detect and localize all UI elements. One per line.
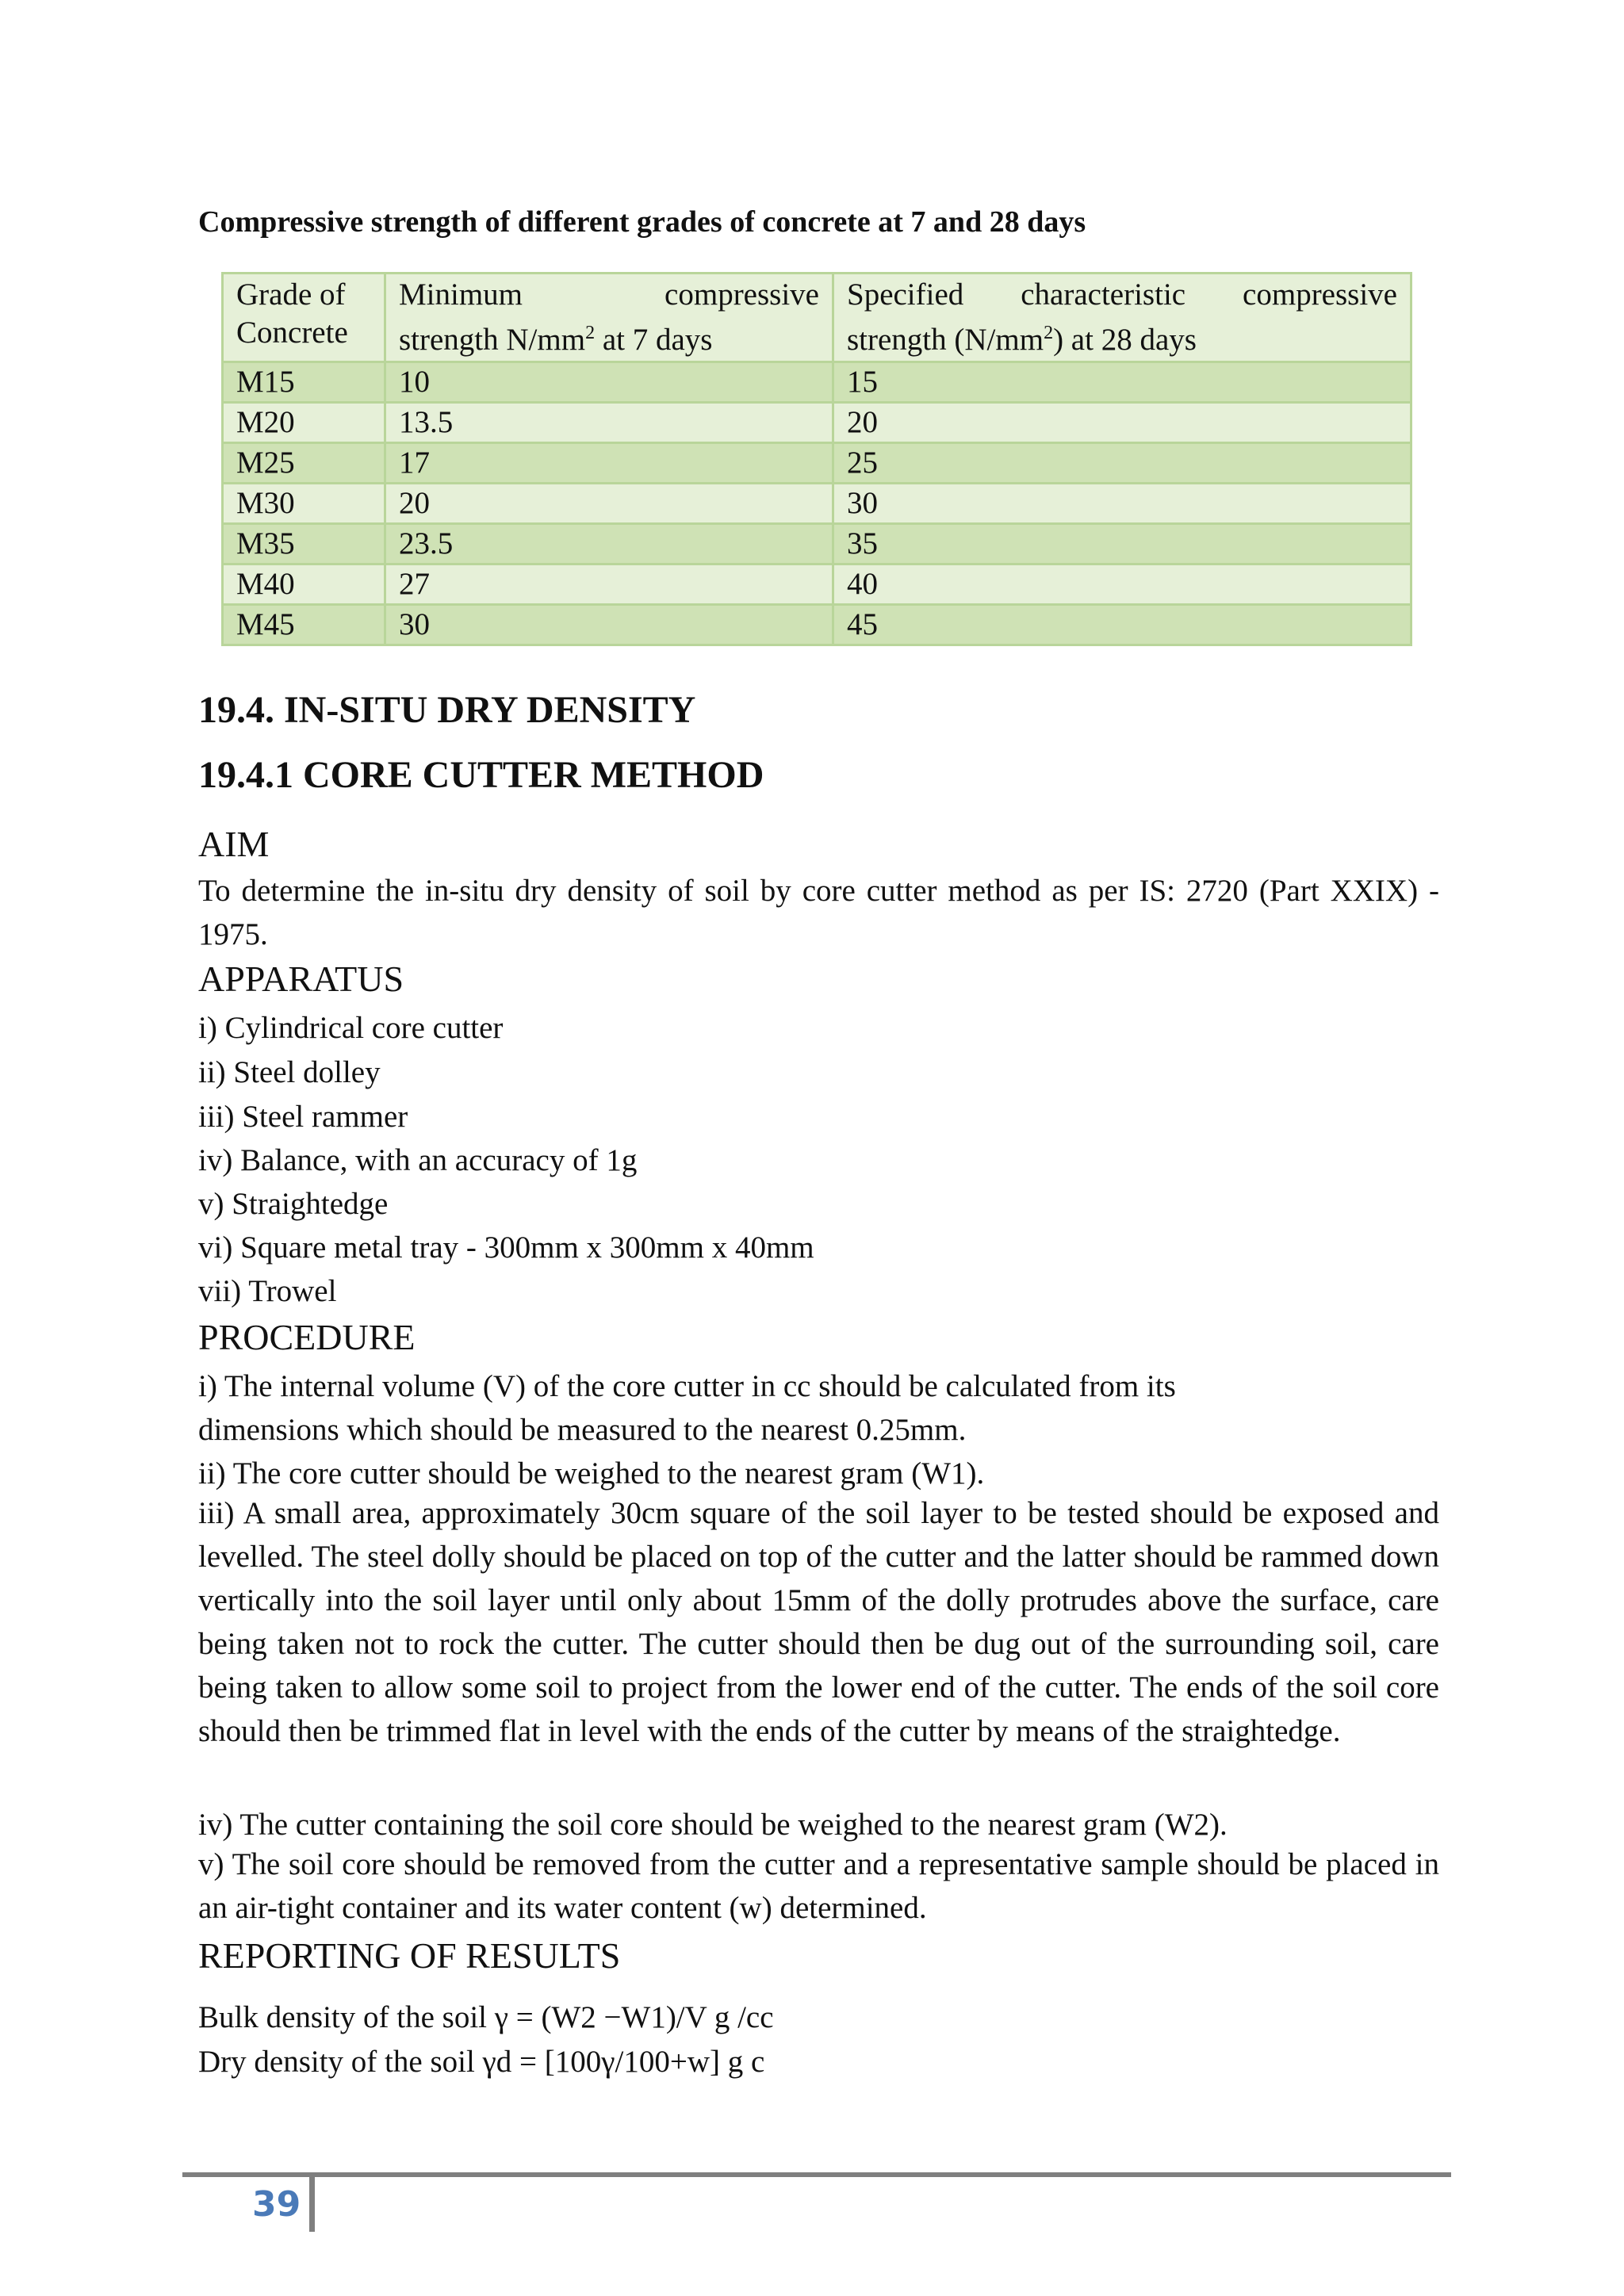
header-min-text-end: at 7 days <box>595 323 713 357</box>
header-spec-text: strength (N/mm <box>847 323 1044 357</box>
table-row <box>223 605 1411 645</box>
procedure-step-4: iv) The cutter containing the soil core should be weighed to the nearest gram (W2). <box>198 1808 1228 1842</box>
header-min-line1: Minimum compressive <box>399 277 819 312</box>
header-spec-sup: 2 <box>1044 323 1054 343</box>
procedure-step-3: iii) A small area, approximately 30cm square of the soil layer to be tested should be exposed and levelled. The steel dolly should be placed on top of the cutter and the latter should be rammed down vertically into the soil layer until only about 15mm of the dolly protrudes above the surface, care being taken not to rock the cutter. The cutter should then be dug out of the surrounding soil, care being taken to allow some soil to project from the lower end of the cutter. The ends of the soil core should then be trimmed flat in level with the ends of the cutter by means of the straightedge. <box>198 1496 1439 1748</box>
cell-7-day: 30 <box>385 605 833 645</box>
aim-text: To determine the in-situ dry density of soil by core cutter method as per IS: 2720 (Part XXIX) - 1975. <box>198 874 1439 951</box>
subsection-heading: 19.4.1 CORE CUTTER METHOD <box>198 754 764 796</box>
apparatus-item: v) Straightedge <box>198 1187 389 1221</box>
header-min-text: strength N/mm <box>399 323 586 357</box>
cell-7-day: 13.5 <box>385 403 833 443</box>
table-header-row <box>223 274 1411 362</box>
cell-7-day: 17 <box>385 443 833 484</box>
table-caption: Compressive strength of different grades of concrete at 7 and 28 days <box>198 205 1086 239</box>
cell-grade: M25 <box>223 443 385 484</box>
header-spec-line1: Specified characteristic compressive <box>847 277 1397 312</box>
results-heading: REPORTING OF RESULTS <box>198 1935 621 1976</box>
cell-grade: M40 <box>223 564 385 605</box>
cell-28-day: 20 <box>833 403 1411 443</box>
table-row <box>223 484 1411 524</box>
table-row <box>223 403 1411 443</box>
header-spec-strength <box>833 274 1411 362</box>
cell-28-day: 35 <box>833 524 1411 564</box>
page-number: 39 <box>252 2184 301 2225</box>
procedure-step-5: v) The soil core should be removed from the cutter and a representative sample should be placed in an air-tight container and its water content (w) determined. <box>198 1847 1439 1925</box>
cell-28-day: 25 <box>833 443 1411 484</box>
header-min-strength <box>385 274 833 362</box>
header-spec-text-end: ) at 28 days <box>1053 323 1197 357</box>
cell-grade: M30 <box>223 484 385 524</box>
table-row <box>223 524 1411 564</box>
procedure-heading: PROCEDURE <box>198 1317 416 1357</box>
header-grade-line1: Grade of <box>236 277 346 312</box>
header-grade <box>223 274 385 362</box>
apparatus-item: iv) Balance, with an accuracy of 1g <box>198 1143 638 1177</box>
concrete-strength-table <box>221 272 1412 646</box>
cell-grade: M35 <box>223 524 385 564</box>
header-grade-line2: Concrete <box>236 316 348 350</box>
table-row <box>223 362 1411 403</box>
apparatus-heading: APPARATUS <box>198 959 404 999</box>
header-min-line2 <box>399 314 819 359</box>
bulk-density-formula: Bulk density of the soil γ = (W2 −W1)/V g /cc <box>198 2000 774 2034</box>
procedure-step-1-line-1: i) The internal volume (V) of the core cutter in cc should be calculated from its <box>198 1369 1176 1403</box>
footer-divider <box>309 2176 315 2232</box>
cell-7-day: 23.5 <box>385 524 833 564</box>
aim-heading: AIM <box>198 824 270 864</box>
header-min-sup: 2 <box>585 323 596 343</box>
table-row <box>223 443 1411 484</box>
cell-grade: M45 <box>223 605 385 645</box>
dry-density-formula: Dry density of the soil γd = [100γ/100+w] g c <box>198 2045 765 2079</box>
cell-7-day: 27 <box>385 564 833 605</box>
cell-7-day: 10 <box>385 362 833 403</box>
apparatus-item: i) Cylindrical core cutter <box>198 1011 504 1045</box>
cell-7-day: 20 <box>385 484 833 524</box>
apparatus-item: iii) Steel rammer <box>198 1100 408 1134</box>
cell-28-day: 15 <box>833 362 1411 403</box>
cell-28-day: 45 <box>833 605 1411 645</box>
apparatus-item: ii) Steel dolley <box>198 1055 381 1089</box>
section-heading: 19.4. IN-SITU DRY DENSITY <box>198 689 696 731</box>
cell-28-day: 30 <box>833 484 1411 524</box>
cell-grade: M20 <box>223 403 385 443</box>
procedure-step-1-line-2: dimensions which should be measured to the nearest 0.25mm. <box>198 1413 967 1447</box>
apparatus-item: vi) Square metal tray - 300mm x 300mm x 40mm <box>198 1230 814 1265</box>
apparatus-item: vii) Trowel <box>198 1274 337 1308</box>
table-row <box>223 564 1411 605</box>
footer-rule <box>182 2172 1451 2177</box>
procedure-step-2: ii) The core cutter should be weighed to the nearest gram (W1). <box>198 1456 985 1490</box>
header-spec-line2 <box>847 314 1397 359</box>
cell-28-day: 40 <box>833 564 1411 605</box>
cell-grade: M15 <box>223 362 385 403</box>
